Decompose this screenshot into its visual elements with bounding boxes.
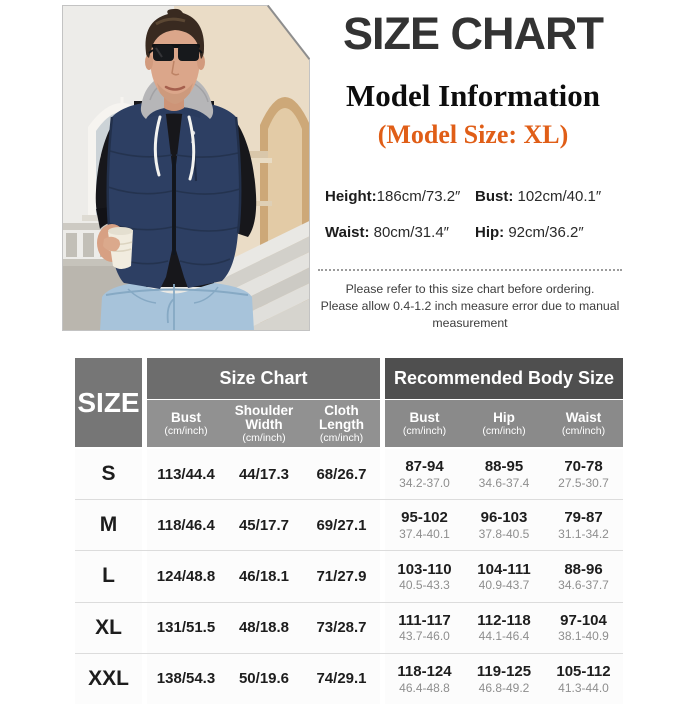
table-row-l <box>75 550 623 601</box>
column-header-body-waist: Waist (cm/inch) <box>544 400 623 447</box>
body-waist-value: 88-96 34.6-37.7 <box>558 560 609 593</box>
section-recommended-body-size: Recommended Body Size <box>385 358 623 400</box>
model-measurements <box>325 188 625 241</box>
body-waist-value: 70-78 27.5-30.7 <box>558 458 609 490</box>
bust-value: 138/54.3 <box>156 670 216 688</box>
body-bust-value: 87-94 34.2-37.0 <box>399 458 450 490</box>
note-line: Please allow 0.4-1.2 inch measure error due to manual measurement <box>320 299 620 330</box>
page-title: SIZE CHART <box>343 8 603 59</box>
bust-value: 131/51.5 <box>156 619 216 637</box>
size-label: XXL <box>88 666 129 690</box>
size-table <box>75 358 623 704</box>
measurement-waist: Waist: 80cm/31.4″ <box>325 224 449 241</box>
model-size-label: (Model Size: XL) <box>377 120 569 149</box>
shoulder-width-value: 44/17.3 <box>238 465 290 483</box>
note-line: Please refer to this size chart before ordering. <box>345 282 595 296</box>
body-waist-value: 97-104 38.1-40.9 <box>558 611 609 644</box>
shoulder-width-value: 50/19.6 <box>238 670 290 688</box>
body-hip-value: 88-95 34.6-37.4 <box>478 458 530 490</box>
measurement-height: Height:186cm/73.2″ <box>325 188 461 205</box>
body-bust-value: 103-110 40.5-43.3 <box>397 560 452 593</box>
measurement-hip: Hip: 92cm/36.2″ <box>475 224 584 241</box>
table-header <box>75 358 623 447</box>
model-photo <box>62 5 310 331</box>
body-hip-value: 104-111 40.9-43.7 <box>477 560 531 593</box>
table-row-xl <box>75 602 623 653</box>
size-notes <box>295 281 645 332</box>
shoulder-width-value: 48/18.8 <box>238 619 290 637</box>
bust-value: 124/48.8 <box>156 567 216 585</box>
size-label: L <box>102 564 115 588</box>
size-corner-header: SIZE <box>75 358 142 447</box>
body-bust-value: 111-117 43.7-46.0 <box>398 611 451 644</box>
section-size-chart: Size Chart <box>147 358 380 400</box>
cloth-length-value: 71/27.9 <box>316 567 367 585</box>
column-header-bust: Bust (cm/inch) <box>147 400 225 447</box>
column-header-body-hip: Hip (cm/inch) <box>464 400 544 447</box>
body-hip-value: 112-118 44.1-46.4 <box>477 611 531 644</box>
dotted-divider <box>318 269 622 271</box>
vest-right-panel <box>176 102 240 288</box>
cloth-length-value: 68/26.7 <box>316 465 367 483</box>
size-label: XL <box>95 615 122 639</box>
body-bust-value: 118-124 46.4-48.8 <box>397 662 452 695</box>
cloth-length-value: 69/27.1 <box>316 516 367 534</box>
column-header-shoulder-width: Shoulder Width (cm/inch) <box>225 400 303 447</box>
cloth-length-value: 74/29.1 <box>316 670 367 688</box>
table-body <box>75 449 623 704</box>
column-header-body-bust: Bust (cm/inch) <box>385 400 464 447</box>
model-information-heading: Model Information <box>345 78 600 113</box>
body-waist-value: 105-112 41.3-44.0 <box>556 662 611 695</box>
size-label: S <box>101 462 116 486</box>
cloth-length-value: 73/28.7 <box>316 619 367 637</box>
size-label: M <box>99 513 118 537</box>
body-waist-value: 79-87 31.1-34.2 <box>558 509 609 542</box>
bust-value: 118/46.4 <box>157 516 215 534</box>
table-row-m <box>75 499 623 550</box>
table-row-xxl <box>75 653 623 704</box>
measurement-bust: Bust: 102cm/40.1″ <box>475 188 602 205</box>
body-hip-value: 96-103 37.8-40.5 <box>478 509 530 542</box>
table-row-s <box>75 449 623 499</box>
shoulder-width-value: 46/18.1 <box>238 567 290 585</box>
body-bust-value: 95-102 37.4-40.1 <box>399 509 450 542</box>
shoulder-width-value: 45/17.7 <box>238 516 290 534</box>
body-hip-value: 119-125 46.8-49.2 <box>476 662 532 695</box>
bust-value: 113/44.4 <box>157 465 215 483</box>
column-header-cloth-length: Cloth Length (cm/inch) <box>303 400 380 447</box>
